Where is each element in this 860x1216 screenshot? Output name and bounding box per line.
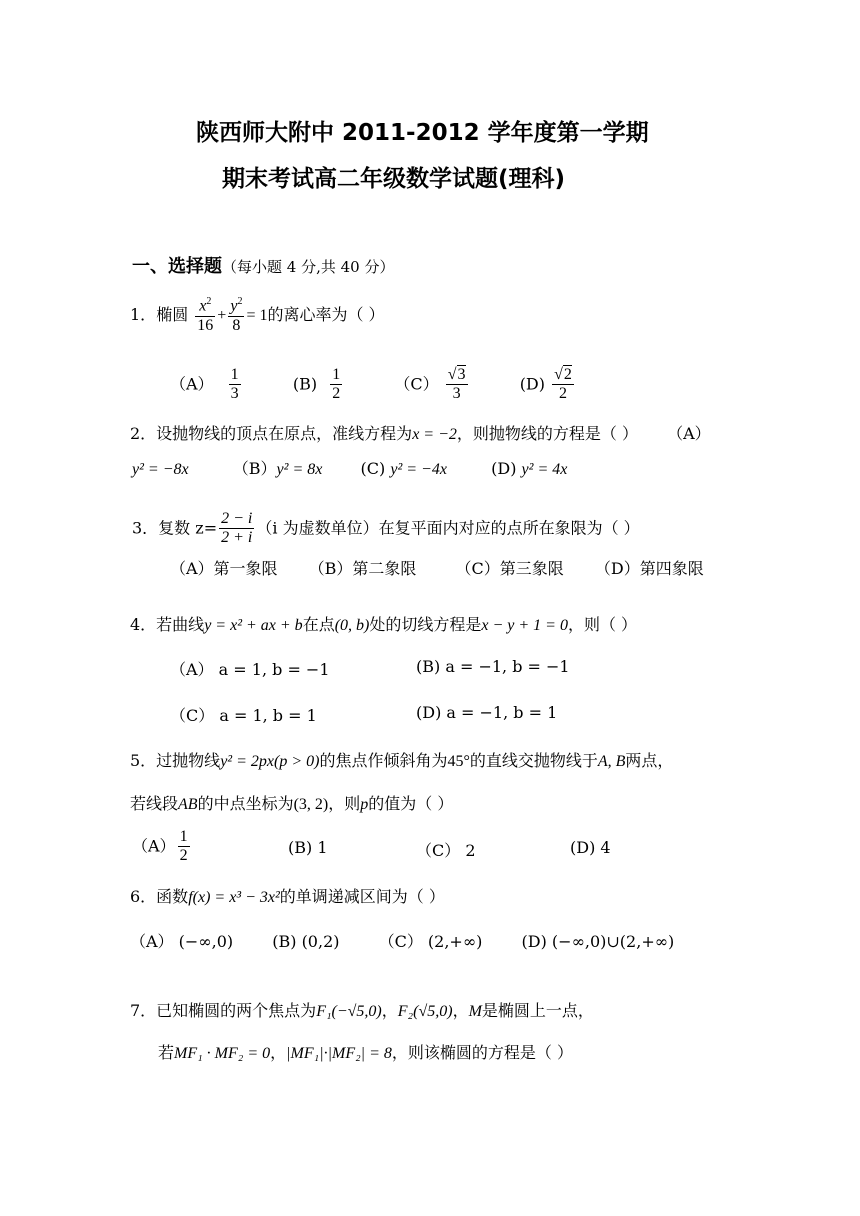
title-line-2: 期末考试高二年级数学试题(理科) xyxy=(222,166,566,192)
question-6-options: （A） (−∞,0) (B) (0,2) （C） (2,+∞) (D) (−∞,0)∪(2,+∞) xyxy=(130,932,675,951)
question-4-option-b: (B) a = −1, b = −1 xyxy=(416,657,570,676)
question-7-line-1: 7．已知椭圆的两个焦点为F₁(−√5,0)，F₂(√5,0)，M是椭圆上一点， xyxy=(130,1001,594,1020)
question-5-option-b: (B) 1 xyxy=(288,838,328,857)
question-2: 2．设抛物线的顶点在原点，准线方程为x = −2，则抛物线的方程是（ ） （A） xyxy=(130,424,711,443)
question-2-options: y² = −8x （B）y² = 8x (C) y² = −4x (D) y² = 4x xyxy=(132,459,568,478)
question-5-option-d: (D) 4 xyxy=(570,838,611,857)
question-3-options: （A）第一象限 （B）第二象限 （C）第三象限 （D）第四象限 xyxy=(170,559,704,578)
question-4-option-a: （A） a = 1, b = −1 xyxy=(170,660,330,679)
title-line-1: 陕西师大附中 2011-2012 学年度第一学期 xyxy=(196,120,649,146)
question-6: 6．函数f(x) = x³ − 3x²的单调递减区间为（ ） xyxy=(130,887,445,906)
question-1: 1．椭圆 $\frac{x^2}{16}$ + $\frac{y^2}{8}$ = 1的离心率为（ ） xyxy=(130,296,385,334)
question-4-option-c: （C） a = 1, b = 1 xyxy=(170,706,317,725)
question-5-option-a: （A） $\frac{1}{2}$ xyxy=(132,828,188,865)
question-7-line-2: 若MF₁ · MF₂ = 0，|MF₁|·|MF₂| = 8，则该椭圆的方程是（ ） xyxy=(158,1043,573,1062)
section-heading: 一、选择题（每小题 4 分,共 40 分） xyxy=(132,256,395,277)
question-5-line-1: 5．过抛物线y² = 2px(p > 0)的焦点作倾斜角为45°的直线交抛物线于A, B两点， xyxy=(130,751,674,770)
question-5-line-2: 若线段AB的中点坐标为(3, 2)，则p的值为（ ） xyxy=(130,794,454,813)
question-5-option-c: （C） 2 xyxy=(416,841,476,860)
question-3: 3．复数 z= $\frac{2 - i}{2 + i}$ （i 为虚数单位）在复平面内对应的点所在象限为（ ） xyxy=(132,510,640,547)
question-1-options: （A） $\frac{1}{3}$ (B) $\frac{1}{2}$ （C） $\frac{√3}{3}$ (D) $\frac{√2}{2}$ xyxy=(170,366,572,403)
question-4: 4．若曲线y = x² + ax + b在点(0, b)处的切线方程是x − y + 1 = 0，则（ ） xyxy=(130,615,638,634)
question-4-option-d: (D) a = −1, b = 1 xyxy=(416,703,558,722)
